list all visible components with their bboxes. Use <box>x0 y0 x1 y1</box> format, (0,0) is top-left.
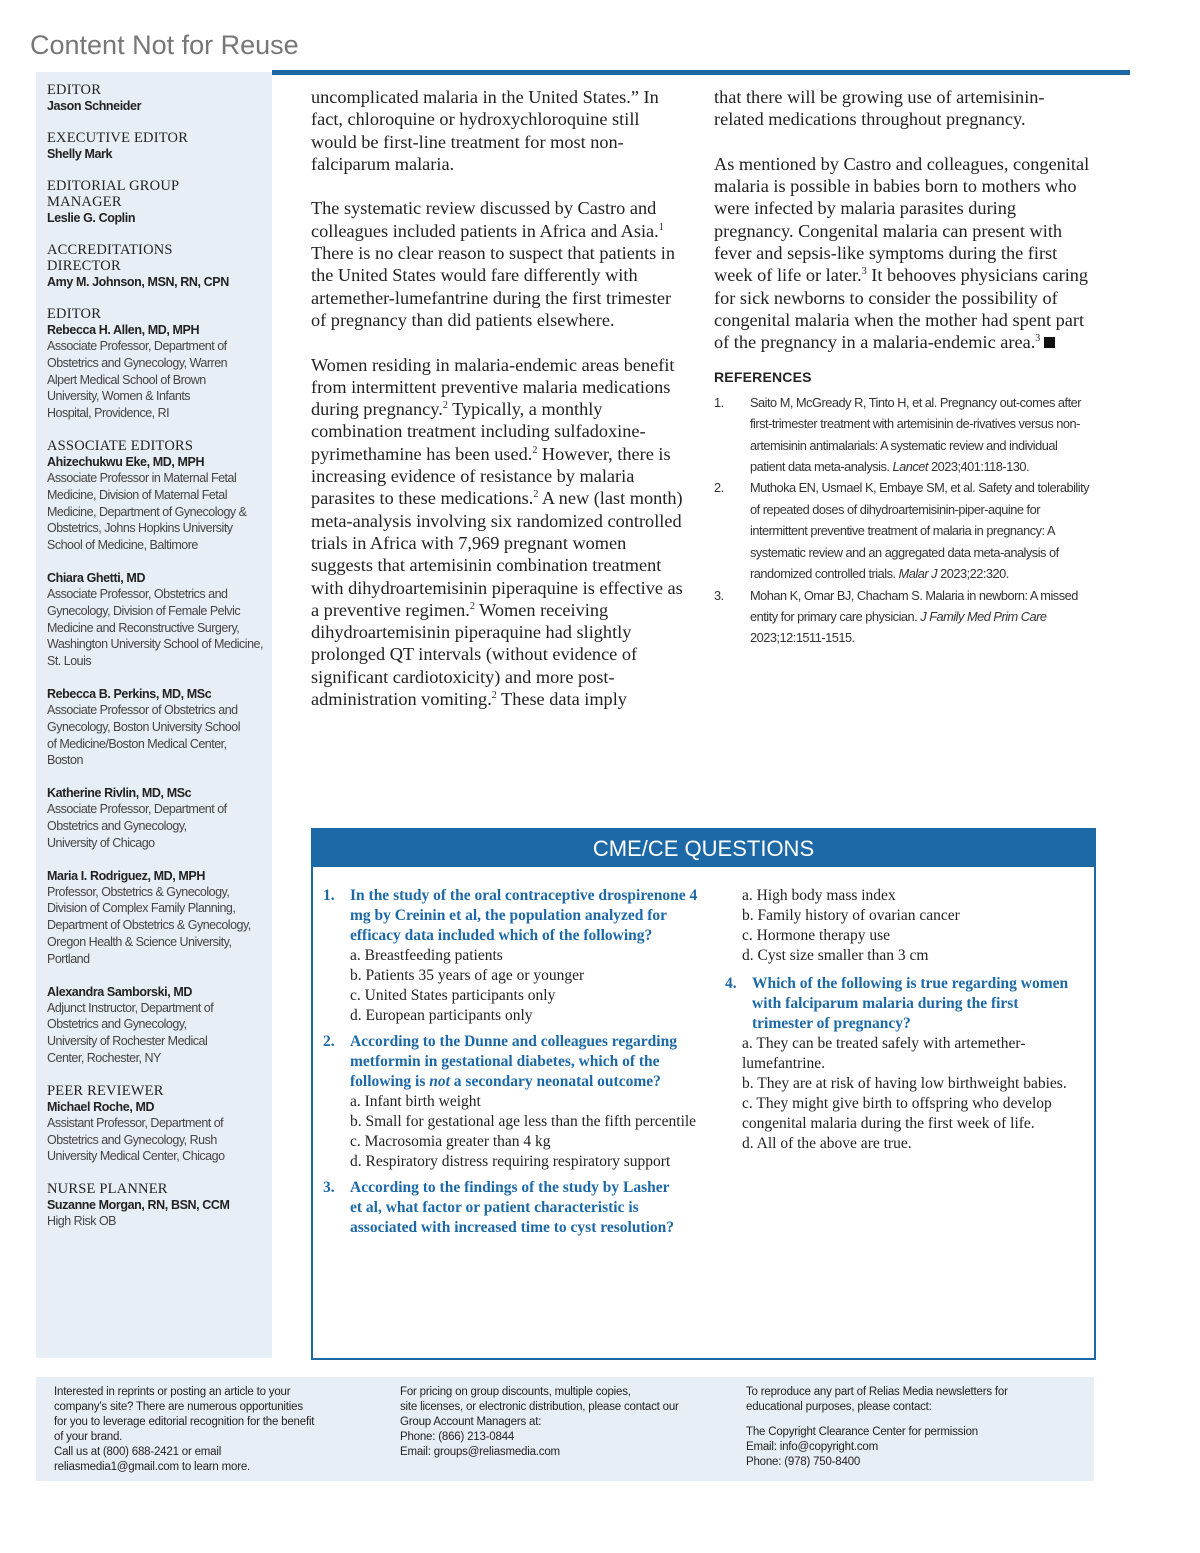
footer-pricing <box>400 1385 746 1481</box>
masthead-role: EXECUTIVE EDITOR <box>47 130 189 146</box>
citation-ref: 3 <box>861 266 867 278</box>
answer-option[interactable]: c. They might give birth to offspring who develop congenital malaria during the first week of life. <box>742 1095 1052 1132</box>
question-text: Which of the following is true regarding women with falciparum malaria during the first trimester of pregnancy? <box>752 975 1069 1032</box>
masthead-entry <box>47 686 272 769</box>
footer-phone[interactable]: Phone: (866) 213-0844 <box>400 1431 515 1443</box>
masthead-affiliation: Associate Professor in Maternal Fetal Medicine, Division of Maternal Fetal Medicine, Department of Gynecology & Obstetrics, Johns Hopkins University School of Medicine, Baltimore <box>47 470 247 553</box>
citation-ref: 2 <box>532 444 538 456</box>
footer-line: educational purposes, please contact: <box>746 1401 932 1413</box>
cme-question: 2. According to the Dunne and colleagues regarding metformin in gestational diabetes, which of the following is not a secondary neonatal outcome? a. Infant birth weight b. Small for gestational age less than the fifth percentile c. Macrosomia greater than 4 kg d. Respiratory distress requiring respiratory support <box>323 1032 703 1172</box>
masthead-affiliation: Associate Professor, Department of Obstetrics and Gynecology, Warren Alpert Medical School of Brown University, Women & Infants Hospital, Providence, RI <box>47 339 228 421</box>
masthead-entry <box>47 570 272 670</box>
masthead-entry <box>47 785 272 851</box>
masthead-affiliation: High Risk OB <box>47 1214 117 1229</box>
masthead-entry <box>47 82 272 114</box>
watermark: Content Not for Reuse <box>30 30 299 60</box>
question-text: According to the Dunne and colleagues regarding metformin in gestational diabetes, which of the following is not a secondary neonatal outcome? <box>350 1033 677 1090</box>
footer-copyright <box>746 1385 1046 1481</box>
answer-option[interactable]: b. Small for gestational age less than the fifth percentile <box>350 1113 697 1130</box>
answer-option[interactable]: c. United States participants only <box>350 987 556 1004</box>
footer-info <box>36 1377 1094 1481</box>
masthead-role: NURSE PLANNER <box>47 1181 168 1198</box>
masthead-entry <box>47 242 272 290</box>
footer-line: for you to leverage editorial recognition for the benefit <box>54 1416 315 1428</box>
masthead-name: Katherine Rivlin, MD, MSc <box>47 786 192 801</box>
cme-questions-box <box>311 828 1096 1360</box>
answer-option[interactable]: d. Cyst size smaller than 3 cm <box>742 947 929 964</box>
references-heading: REFERENCES <box>714 368 812 385</box>
cme-question: 3. According to the findings of the study by Lasher et al, what factor or patient characteristic is associated with increased time to cyst resolution? <box>323 1178 703 1238</box>
masthead-role: ASSOCIATE EDITORS <box>47 437 194 454</box>
masthead-affiliation: Assistant Professor, Department of Obstetrics and Gynecology, Rush University Medical Center, Chicago <box>47 1115 225 1164</box>
answer-option[interactable]: c. Macrosomia greater than 4 kg <box>350 1133 551 1150</box>
cme-column-right <box>725 886 1078 1238</box>
footer-line: site licenses, or electronic distribution, please contact our <box>400 1401 679 1413</box>
masthead-entry <box>47 438 272 554</box>
article-column-right <box>714 86 1094 649</box>
references-list <box>714 392 1094 649</box>
masthead-role: EDITOR <box>47 306 102 322</box>
masthead-entry <box>47 306 272 422</box>
masthead-affiliation: Professor, Obstetrics & Gynecology, Division of Complex Family Planning, Department of Obstetrics & Gynecology, Oregon Health & Science University, Portland <box>47 884 251 966</box>
footer-line: To reproduce any part of Relias Media newsletters for <box>746 1386 1008 1398</box>
masthead-name: Rebecca B. Perkins, MD, MSc <box>47 686 212 701</box>
footer-phone[interactable]: Phone: (978) 750-8400 <box>746 1456 861 1468</box>
reference-item: 2. Muthoka EN, Usmael K, Embaye SM, et al. Safety and tolerability of repeated doses of dihydroartemisinin-piper-aquine for intermittent preventive treatment of malaria in pregnancy: A systematic review and an aggregated data meta-analysis of randomized controlled trials. Malar J 2023;22:320. <box>714 480 1090 582</box>
answer-option[interactable]: a. Infant birth weight <box>350 1093 481 1110</box>
masthead-entry <box>47 868 272 968</box>
masthead-role: EDITORIAL GROUP MANAGER <box>47 178 179 210</box>
masthead-name: Suzanne Morgan, RN, BSN, CCM <box>47 1198 230 1213</box>
footer-line: of your brand. <box>54 1431 123 1443</box>
end-of-article-mark <box>1044 337 1055 348</box>
answer-option[interactable]: b. Patients 35 years of age or younger <box>350 967 585 984</box>
footer-line: company’s site? There are numerous opportunities <box>54 1401 303 1413</box>
answer-option[interactable]: b. They are at risk of having low birthweight babies. <box>742 1075 1067 1092</box>
masthead-name: Rebecca H. Allen, MD, MPH <box>47 323 200 337</box>
masthead-role: EDITOR <box>47 82 102 98</box>
masthead-affiliation: Associate Professor of Obstetrics and Gynecology, Boston University School of Medicine/Boston Medical Center, Boston <box>47 702 240 768</box>
footer-line: The Copyright Clearance Center for permission <box>746 1426 978 1438</box>
footer-reprints <box>54 1385 400 1481</box>
citation-ref: 2 <box>442 400 448 412</box>
article-paragraph: that there will be growing use of artemisinin-related medications throughout pregnancy. <box>714 87 1045 130</box>
article-paragraph: The systematic review discussed by Castro and colleagues included patients in Africa and Asia.$^1$ There is no clear reason to suspect that patients in the United States would fare differently with artemether-lumefantrine during the first trimester of pregnancy than did patients elsewhere. <box>311 198 675 330</box>
footer-line: Interested in reprints or posting an article to your <box>54 1386 291 1398</box>
article-paragraph: As mentioned by Castro and colleagues, congenital malaria is possible in babies born to mothers who were infected by malaria parasites during pregnancy. Congenital malaria can present with fever and sepsis-like symptoms during the first week of life or later.$^3$ It behooves physicians caring for sick newborns to consider the possibility of congenital malaria when the mother had spent part of the pregnancy in a malaria-endemic area.$^3$ <box>714 153 1090 353</box>
footer-email-link[interactable]: Email: info@copyright.com <box>746 1441 878 1453</box>
masthead-role: PEER REVIEWER <box>47 1082 164 1099</box>
masthead-name: Alexandra Samborski, MD <box>47 984 193 999</box>
masthead-name: Ahizechukwu Eke, MD, MPH <box>47 454 205 469</box>
masthead-sidebar <box>36 72 272 1358</box>
masthead-affiliation: Associate Professor, Obstetrics and Gynecology, Division of Female Pelvic Medicine and Reconstructive Surgery, Washington University School of Medicine, St. Louis <box>47 586 263 669</box>
question-text: In the study of the oral contraceptive drospirenone 4 mg by Creinin et al, the population analyzed for efficacy data included which of the following? <box>350 887 698 944</box>
answer-option[interactable]: a. They can be treated safely with artemether-lumefantrine. <box>742 1035 1026 1072</box>
masthead-name: Jason Schneider <box>47 99 142 113</box>
masthead-affiliation: Adjunct Instructor, Department of Obstetrics and Gynecology, University of Rochester Medical Center, Rochester, NY <box>47 1000 214 1065</box>
cme-column-left <box>323 886 703 1238</box>
reference-item: 1. Saito M, McGready R, Tinto H, et al. Pregnancy out-comes after first-trimester treatment with artemisinin de-rivatives versus non-artemisinin antimalarials: A systematic review and individual patient data meta-analysis. Lancet 2023;401:118-130. <box>714 394 1082 475</box>
masthead-entry <box>47 1083 272 1165</box>
article-column-middle <box>311 86 686 733</box>
footer-email-link[interactable]: reliasmedia1@gmail.com to learn more. <box>54 1461 251 1473</box>
citation-ref: 2 <box>533 489 539 501</box>
footer-email-link[interactable]: Email: groups@reliasmedia.com <box>400 1446 560 1458</box>
masthead-role: ACCREDITATIONS DIRECTOR <box>47 242 173 274</box>
masthead-name: Shelly Mark <box>47 147 113 161</box>
reference-item: 3. Mohan K, Omar BJ, Chacham S. Malaria in newborn: A missed entity for primary care physician. J Family Med Prim Care 2023;12:1511-1515. <box>714 587 1078 646</box>
article-paragraph: Women residing in malaria-endemic areas benefit from intermittent preventive malaria medications during pregnancy.$^2$ Typically, a monthly combination treatment including sulfadoxine-pyrimethamine has been used.$^2$ However, there is increasing evidence of resistance by malaria parasites to these medications.$^2$ A new (last month) meta-analysis involving six randomized controlled trials in Africa with 7,969 pregnant women suggests that artemisinin combination treatment with dihydroartemisinin piperaquine is effective as a preventive regimen.$^2$ Women receiving dihydroartemisinin piperaquine had slightly prolonged QT intervals (without evidence of significant cardiotoxicity) and more post-administration vomiting.$^2$ These data imply <box>311 354 683 710</box>
masthead-entry <box>47 1181 272 1230</box>
citation-ref: 1 <box>658 221 664 233</box>
answer-option[interactable]: d. European participants only <box>350 1007 533 1024</box>
citation-ref: 3 <box>1035 333 1041 345</box>
cme-question: 4. Which of the following is true regarding women with falciparum malaria during the first trimester of pregnancy? <box>725 974 1078 1034</box>
masthead-name: Amy M. Johnson, MSN, RN, CPN <box>47 275 229 289</box>
masthead-name: Leslie G. Coplin <box>47 211 136 225</box>
citation-ref: 2 <box>491 690 497 702</box>
cme-title: CME/CE QUESTIONS <box>313 830 1094 867</box>
footer-line: For pricing on group discounts, multiple copies, <box>400 1386 631 1398</box>
answer-option[interactable]: a. High body mass index <box>742 887 896 904</box>
masthead-name: Chiara Ghetti, MD <box>47 570 146 585</box>
top-rule-divider <box>272 70 1130 75</box>
answer-option[interactable]: b. Family history of ovarian cancer <box>742 907 960 924</box>
answer-option[interactable]: d. All of the above are true. <box>742 1135 912 1152</box>
citation-ref: 2 <box>469 600 475 612</box>
answer-option[interactable]: c. Hormone therapy use <box>742 927 891 944</box>
question-text: According to the findings of the study by Lasher et al, what factor or patient characteristic is associated with increased time to cyst resolution? <box>350 1179 675 1236</box>
masthead-entry <box>47 984 272 1067</box>
answer-option[interactable]: d. Respiratory distress requiring respiratory support <box>350 1153 671 1170</box>
question-3-options <box>725 886 1078 966</box>
masthead-affiliation: Associate Professor, Department of Obstetrics and Gynecology, University of Chicago <box>47 802 227 850</box>
cme-question: 1. In the study of the oral contraceptive drospirenone 4 mg by Creinin et al, the population analyzed for efficacy data included which of the following? a. Breastfeeding patients b. Patients 35 years of age or younger c. United States participants only d. European participants only <box>323 886 703 1026</box>
masthead-name: Michael Roche, MD <box>47 1099 155 1114</box>
masthead-entry <box>47 130 272 162</box>
masthead-entry <box>47 178 272 226</box>
answer-option[interactable]: a. Breastfeeding patients <box>350 947 503 964</box>
article-paragraph: uncomplicated malaria in the United States.” In fact, chloroquine or hydroxychloroquine still would be first-line treatment for most non-falciparum malaria. <box>311 87 659 174</box>
footer-line: Call us at (800) 688-2421 or email <box>54 1446 222 1458</box>
masthead-name: Maria I. Rodriguez, MD, MPH <box>47 868 205 883</box>
footer-line: Group Account Managers at: <box>400 1416 542 1428</box>
